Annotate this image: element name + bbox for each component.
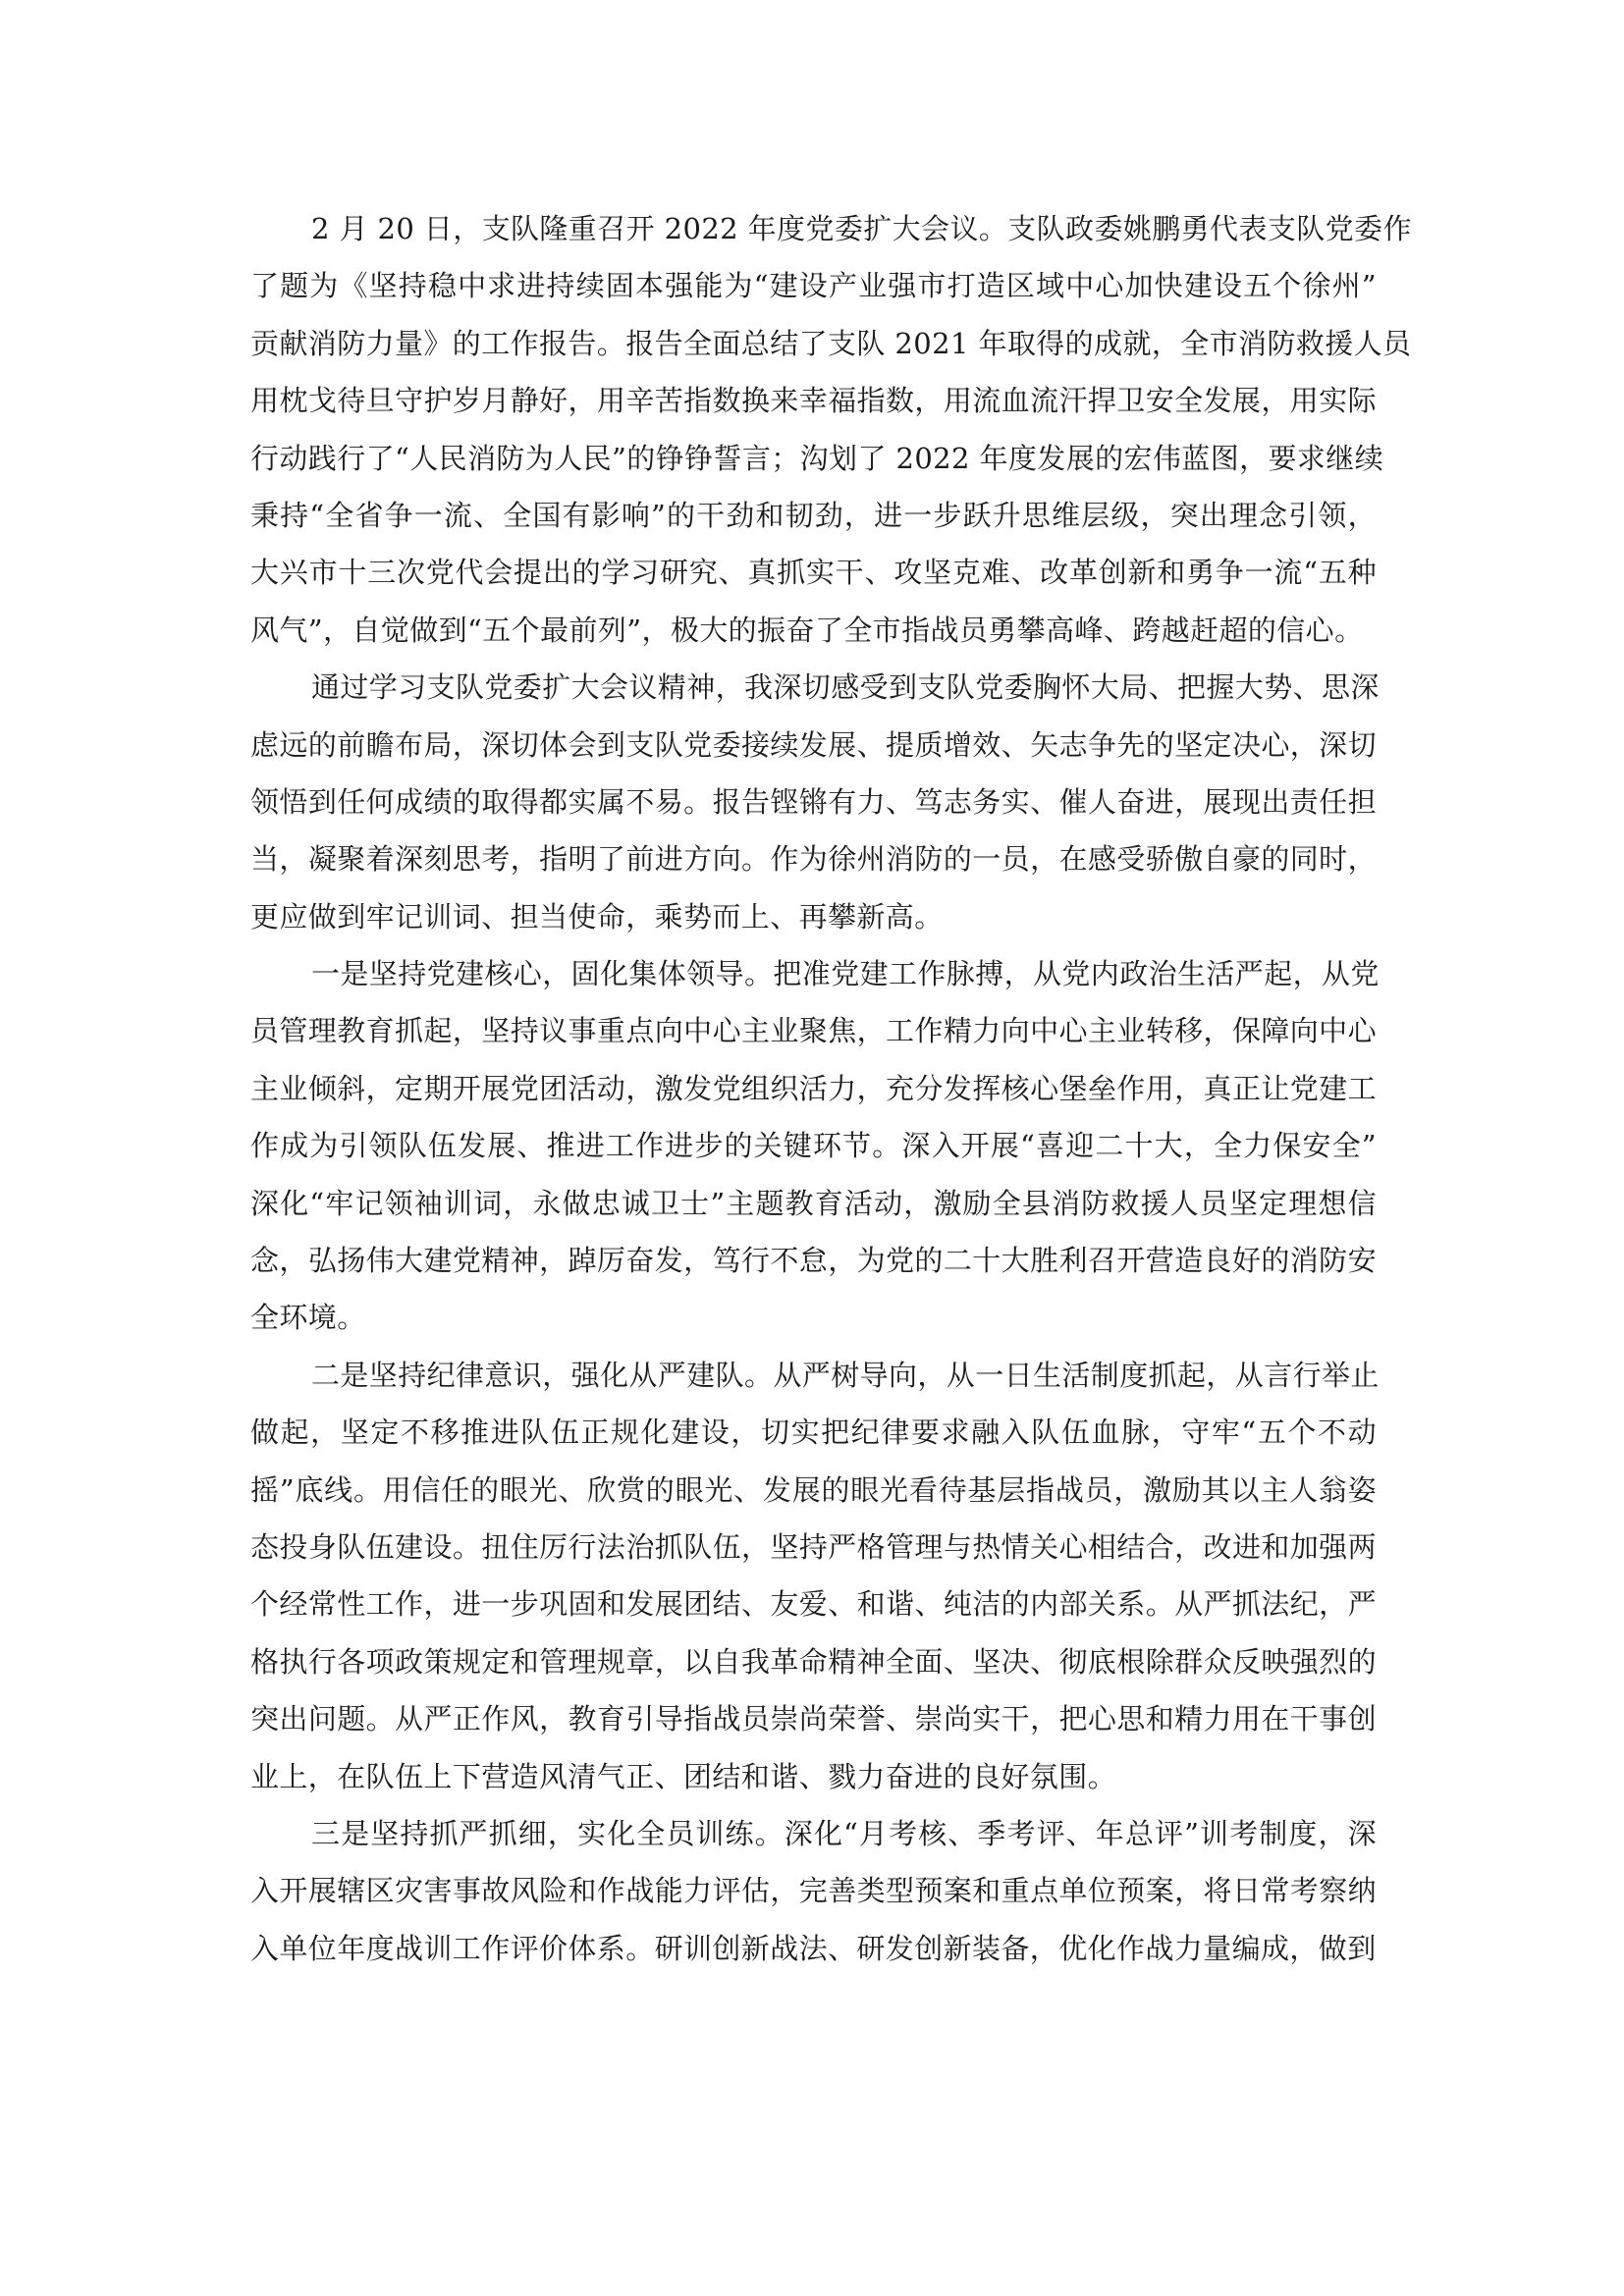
text-line: 作成为引领队伍发展、推进工作进步的关键环节。深入开展“喜迎二十大，全力保安全”: [250, 1129, 1377, 1163]
text-line: 更应做到牢记训词、担当使命，乘势而上、再攀新高。: [250, 899, 944, 934]
text-line: 2 月 20 日，支队隆重召开 2022 年度党委扩大会议。支队政委姚鹏勇代表支队党委作: [311, 212, 1412, 245]
text-line: 三是坚持抓严抓细，实化全员训练。深化“月考核、季考评、年总评”训考制度，深: [311, 1816, 1377, 1850]
document-body: [250, 200, 1412, 1977]
text-line: 主业倾斜，定期开展党团活动，激发党组织活力，充分发挥核心堡垒作用，真正让党建工: [250, 1071, 1377, 1105]
text-line: 入单位年度战训工作评价体系。研训创新战法、研发创新装备，优化作战力量编成，做到: [250, 1931, 1377, 1965]
text-line: 风气”，自觉做到“五个最前列”，极大的振奋了全市指战员勇攀高峰、跨越赶超的信心。: [250, 613, 1364, 647]
text-line: 做起，坚定不移推进队伍正规化建设，切实把纪律要求融入队伍血脉，守牢“五个不动: [250, 1415, 1377, 1450]
text-line: 虑远的前瞻布局，深切体会到支队党委接续发展、提质增效、矢志争先的坚定决心，深切: [250, 727, 1377, 762]
text-line: 大兴市十三次党代会提出的学习研究、真抓实干、攻坚克难、改革创新和勇争一流“五种: [250, 556, 1377, 590]
text-line: 格执行各项政策规定和管理规章，以自我革命精神全面、坚决、彻底根除群众反映强烈的: [250, 1644, 1377, 1679]
text-line: 通过学习支队党委扩大会议精神，我深切感受到支队党委胸怀大局、把握大势、思深: [311, 670, 1380, 705]
text-line: 一是坚持党建核心，固化集体领导。把准党建工作脉搏，从党内政治生活严起，从党: [311, 957, 1380, 991]
text-line: 员管理教育抓起，坚持议事重点向中心主业聚焦，工作精力向中心主业转移，保障向中心: [250, 1014, 1377, 1048]
text-line: 贡献消防力量》的工作报告。报告全面总结了支队 2021 年取得的成就，全市消防救援人员: [250, 326, 1412, 360]
text-line: 全环境。: [250, 1301, 366, 1335]
text-line: 二是坚持纪律意识，强化从严建队。从严树导向，从一日生活制度抓起，从言行举止: [311, 1358, 1380, 1392]
text-line: 领悟到任何成绩的取得都实属不易。报告铿锵有力、笃志务实、催人奋进，展现出责任担: [250, 784, 1377, 819]
text-line: 业上，在队伍上下营造风清气正、团结和谐、戮力奋进的良好氛围。: [250, 1759, 1117, 1793]
paragraph-party-building: [250, 945, 1380, 1347]
text-line: 念，弘扬伟大建党精神，踔厉奋发，笃行不怠，为党的二十大胜利召开营造良好的消防安: [250, 1244, 1377, 1278]
text-line: 入开展辖区灾害事故风险和作战能力评估，完善类型预案和重点单位预案，将日常考察纳: [250, 1874, 1377, 1908]
paragraph-meeting-summary: [250, 200, 1412, 659]
text-line: 突出问题。从严正作风，教育引导指战员崇尚荣誉、崇尚实干，把心思和精力用在干事创: [250, 1702, 1377, 1736]
paragraph-reflection: [250, 659, 1380, 945]
text-line: 摇”底线。用信任的眼光、欣赏的眼光、发展的眼光看待基层指战员，激励其以主人翁姿: [250, 1472, 1377, 1507]
text-line: 秉持“全省争一流、全国有影响”的干劲和韧劲，进一步跃升思维层级，突出理念引领，: [250, 498, 1377, 532]
text-line: 了题为《坚持稳中求进持续固本强能为“建设产业强市打造区域中心加快建设五个徐州”: [250, 269, 1377, 303]
text-line: 个经常性工作，进一步巩固和发展团结、友爱、和谐、纯洁的内部关系。从严抓法纪，严: [250, 1587, 1377, 1622]
paragraph-discipline: [250, 1347, 1380, 1805]
text-line: 当，凝聚着深刻思考，指明了前进方向。作为徐州消防的一员，在感受骄傲自豪的同时，: [250, 842, 1377, 877]
paragraph-training: [250, 1805, 1377, 1977]
text-line: 用枕戈待旦守护岁月静好，用辛苦指数换来幸福指数，用流血流汗捍卫安全发展，用实际: [250, 384, 1377, 418]
text-line: 深化“牢记领袖训词，永做忠诚卫士”主题教育活动，激励全县消防救援人员坚定理想信: [250, 1186, 1377, 1220]
text-line: 态投身队伍建设。扭住厉行法治抓队伍，坚持严格管理与热情关心相结合，改进和加强两: [250, 1529, 1377, 1564]
text-line: 行动践行了“人民消防为人民”的铮铮誓言；沟划了 2022 年度发展的宏伟蓝图，要求继续: [250, 441, 1384, 475]
